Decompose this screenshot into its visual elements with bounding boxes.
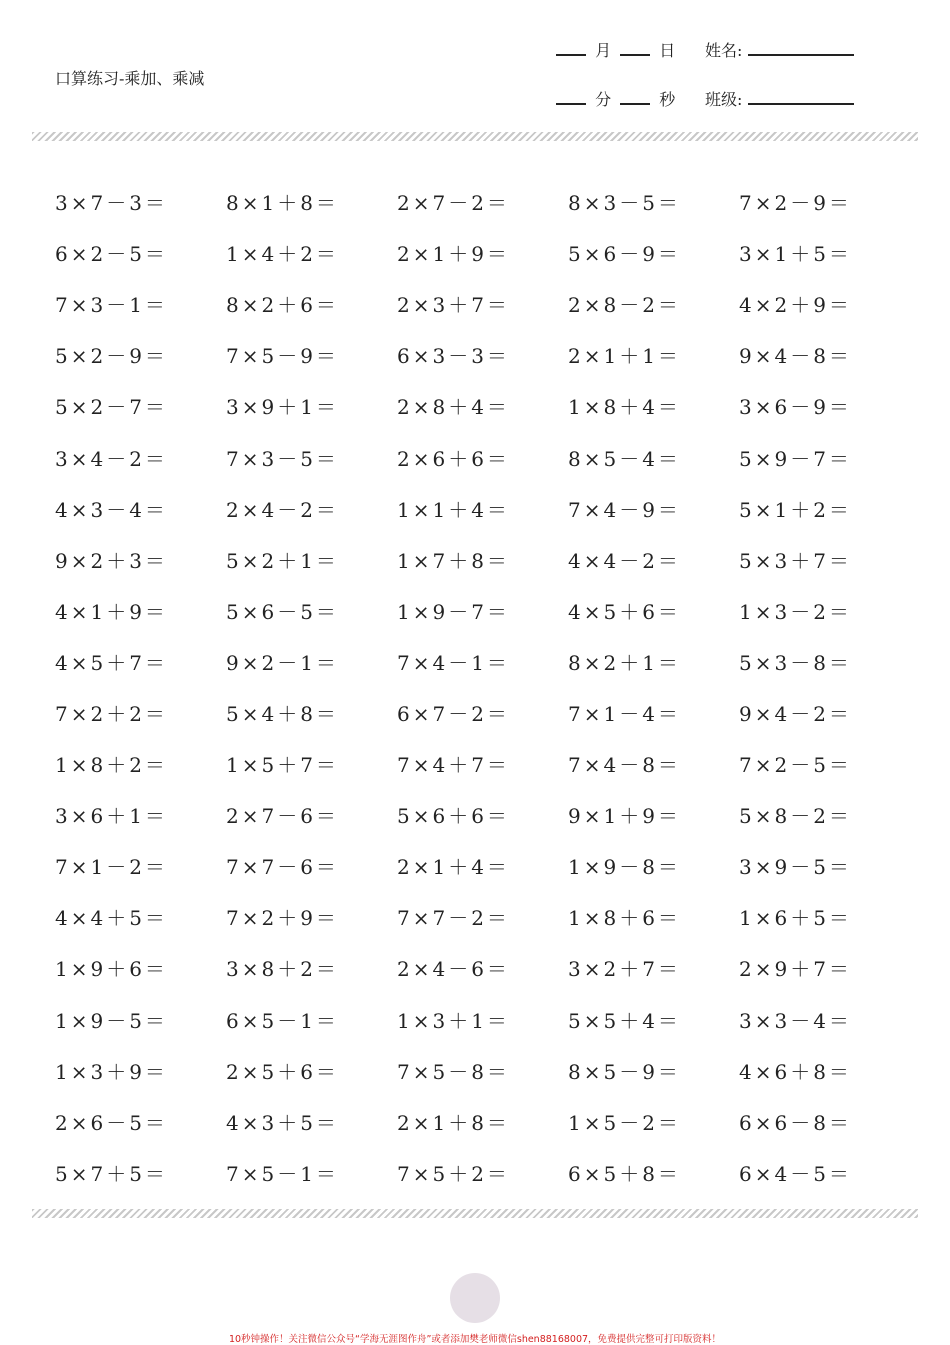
arithmetic-problem: 1×5＋7＝ <box>226 753 339 778</box>
arithmetic-problem: 4×6＋8＝ <box>739 1059 852 1084</box>
day-blank[interactable] <box>620 53 650 56</box>
arithmetic-problem: 2×3＋7＝ <box>397 293 510 318</box>
arithmetic-problem: 8×1＋8＝ <box>226 191 339 216</box>
arithmetic-problem: 5×3－8＝ <box>739 650 852 675</box>
arithmetic-problem: 5×9－7＝ <box>739 446 852 471</box>
bottom-hatched-divider <box>32 1209 918 1218</box>
worksheet-header <box>0 0 950 130</box>
problem-row <box>55 1096 915 1147</box>
arithmetic-problem: 7×4－1＝ <box>397 650 510 675</box>
arithmetic-problem: 1×9－5＝ <box>55 1008 168 1033</box>
arithmetic-problem: 5×7＋5＝ <box>55 1161 168 1186</box>
arithmetic-problem: 3×3－4＝ <box>739 1008 852 1033</box>
arithmetic-problem: 1×3－2＝ <box>739 599 852 624</box>
problem-row <box>55 534 915 585</box>
arithmetic-problem: 3×2＋7＝ <box>568 957 681 982</box>
date-fields <box>556 38 679 61</box>
arithmetic-problem: 8×3－5＝ <box>568 191 681 216</box>
problem-row <box>55 840 915 891</box>
arithmetic-problem: 5×2＋1＝ <box>226 548 339 573</box>
arithmetic-problem: 6×6－8＝ <box>739 1110 852 1135</box>
arithmetic-problem: 7×5＋2＝ <box>397 1161 510 1186</box>
arithmetic-problem: 6×5＋8＝ <box>568 1161 681 1186</box>
arithmetic-problem: 2×1＋4＝ <box>397 855 510 880</box>
arithmetic-problem: 8×5－9＝ <box>568 1059 681 1084</box>
arithmetic-problem: 8×5－4＝ <box>568 446 681 471</box>
arithmetic-problem: 1×8＋6＝ <box>568 906 681 931</box>
arithmetic-problem: 3×6－9＝ <box>739 395 852 420</box>
time-fields <box>556 87 679 110</box>
problem-row <box>55 380 915 431</box>
arithmetic-problem: 6×7－2＝ <box>397 701 510 726</box>
arithmetic-problem: 9×1＋9＝ <box>568 804 681 829</box>
arithmetic-problem: 3×9－5＝ <box>739 855 852 880</box>
arithmetic-problem: 2×7－2＝ <box>397 191 510 216</box>
arithmetic-problem: 2×1＋1＝ <box>568 344 681 369</box>
arithmetic-problem: 7×2－5＝ <box>739 753 852 778</box>
arithmetic-problem: 7×3－5＝ <box>226 446 339 471</box>
arithmetic-problem: 4×4－2＝ <box>568 548 681 573</box>
arithmetic-problem: 7×3－1＝ <box>55 293 168 318</box>
arithmetic-problem: 2×6－5＝ <box>55 1110 168 1135</box>
arithmetic-problem: 7×4－8＝ <box>568 753 681 778</box>
problem-row <box>55 891 915 942</box>
problem-row <box>55 789 915 840</box>
arithmetic-problem: 2×4－2＝ <box>226 497 339 522</box>
arithmetic-problem: 5×1＋2＝ <box>739 497 852 522</box>
arithmetic-problem: 1×8＋2＝ <box>55 753 168 778</box>
arithmetic-problem: 7×5－8＝ <box>397 1059 510 1084</box>
month-label: 月 <box>595 41 612 60</box>
arithmetic-problem: 8×2＋6＝ <box>226 293 339 318</box>
arithmetic-problem: 4×2＋9＝ <box>739 293 852 318</box>
arithmetic-problem: 6×5－1＝ <box>226 1008 339 1033</box>
problem-row <box>55 636 915 687</box>
arithmetic-problem: 3×8＋2＝ <box>226 957 339 982</box>
arithmetic-problem: 2×1＋8＝ <box>397 1110 510 1135</box>
arithmetic-problem: 7×2＋2＝ <box>55 701 168 726</box>
arithmetic-problem: 5×2－9＝ <box>55 344 168 369</box>
arithmetic-problem: 3×7－3＝ <box>55 191 168 216</box>
arithmetic-problem: 4×3＋5＝ <box>226 1110 339 1135</box>
worksheet-title: 口算练习-乘加、乘减 <box>55 69 205 88</box>
page-circle-mark <box>450 1273 500 1323</box>
problem-row <box>55 483 915 534</box>
arithmetic-problem: 5×6＋6＝ <box>397 804 510 829</box>
arithmetic-problem: 3×6＋1＝ <box>55 804 168 829</box>
arithmetic-problem: 1×1＋4＝ <box>397 497 510 522</box>
arithmetic-problem: 5×3＋7＝ <box>739 548 852 573</box>
name-blank[interactable] <box>748 53 854 56</box>
arithmetic-problem: 7×5－1＝ <box>226 1161 339 1186</box>
arithmetic-problem: 2×7－6＝ <box>226 804 339 829</box>
arithmetic-problem: 4×5＋7＝ <box>55 650 168 675</box>
problem-row <box>55 176 915 227</box>
day-label: 日 <box>659 41 676 60</box>
problem-grid <box>55 176 915 1198</box>
arithmetic-problem: 1×3＋1＝ <box>397 1008 510 1033</box>
class-field <box>705 87 854 110</box>
arithmetic-problem: 2×5＋6＝ <box>226 1059 339 1084</box>
problem-row <box>55 994 915 1045</box>
arithmetic-problem: 1×9－7＝ <box>397 599 510 624</box>
arithmetic-problem: 1×8＋4＝ <box>568 395 681 420</box>
minute-label: 分 <box>595 90 612 109</box>
name-label: 姓名: <box>705 41 743 60</box>
arithmetic-problem: 7×7－6＝ <box>226 855 339 880</box>
class-label: 班级: <box>705 90 743 109</box>
arithmetic-problem: 5×6－5＝ <box>226 599 339 624</box>
arithmetic-problem: 5×8－2＝ <box>739 804 852 829</box>
arithmetic-problem: 2×1＋9＝ <box>397 242 510 267</box>
name-field <box>705 38 854 61</box>
arithmetic-problem: 2×8＋4＝ <box>397 395 510 420</box>
arithmetic-problem: 7×2＋9＝ <box>226 906 339 931</box>
arithmetic-problem: 1×7＋8＝ <box>397 548 510 573</box>
second-blank[interactable] <box>620 102 650 105</box>
arithmetic-problem: 6×2－5＝ <box>55 242 168 267</box>
arithmetic-problem: 7×1－2＝ <box>55 855 168 880</box>
arithmetic-problem: 1×9－8＝ <box>568 855 681 880</box>
footer-notice: 10秒钟操作！关注微信公众号“学海无涯图作舟”或者添加樊老师微信shen88168007，免费提供完整可打印版资料！ <box>228 1334 722 1345</box>
arithmetic-problem: 7×1－4＝ <box>568 701 681 726</box>
arithmetic-problem: 7×7－2＝ <box>397 906 510 931</box>
problem-row <box>55 687 915 738</box>
class-blank[interactable] <box>748 102 854 105</box>
arithmetic-problem: 9×4－2＝ <box>739 701 852 726</box>
problem-row <box>55 431 915 482</box>
arithmetic-problem: 4×5＋6＝ <box>568 599 681 624</box>
arithmetic-problem: 1×6＋5＝ <box>739 906 852 931</box>
minute-blank[interactable] <box>556 102 586 105</box>
arithmetic-problem: 5×4＋8＝ <box>226 701 339 726</box>
arithmetic-problem: 4×3－4＝ <box>55 497 168 522</box>
problem-row <box>55 585 915 636</box>
arithmetic-problem: 8×2＋1＝ <box>568 650 681 675</box>
arithmetic-problem: 1×3＋9＝ <box>55 1059 168 1084</box>
arithmetic-problem: 3×1＋5＝ <box>739 242 852 267</box>
top-hatched-divider <box>32 132 918 141</box>
arithmetic-problem: 3×4－2＝ <box>55 446 168 471</box>
arithmetic-problem: 1×5－2＝ <box>568 1110 681 1135</box>
problem-row <box>55 738 915 789</box>
problem-row <box>55 278 915 329</box>
arithmetic-problem: 6×4－5＝ <box>739 1161 852 1186</box>
arithmetic-problem: 9×2－1＝ <box>226 650 339 675</box>
problem-row <box>55 329 915 380</box>
arithmetic-problem: 2×6＋6＝ <box>397 446 510 471</box>
problem-row <box>55 1147 915 1198</box>
arithmetic-problem: 1×4＋2＝ <box>226 242 339 267</box>
arithmetic-problem: 7×5－9＝ <box>226 344 339 369</box>
problem-row <box>55 227 915 278</box>
arithmetic-problem: 3×9＋1＝ <box>226 395 339 420</box>
month-blank[interactable] <box>556 53 586 56</box>
arithmetic-problem: 4×1＋9＝ <box>55 599 168 624</box>
arithmetic-problem: 5×2－7＝ <box>55 395 168 420</box>
arithmetic-problem: 9×2＋3＝ <box>55 548 168 573</box>
second-label: 秒 <box>659 90 676 109</box>
arithmetic-problem: 4×4＋5＝ <box>55 906 168 931</box>
arithmetic-problem: 2×4－6＝ <box>397 957 510 982</box>
arithmetic-problem: 7×4－9＝ <box>568 497 681 522</box>
arithmetic-problem: 5×5＋4＝ <box>568 1008 681 1033</box>
arithmetic-problem: 1×9＋6＝ <box>55 957 168 982</box>
arithmetic-problem: 7×2－9＝ <box>739 191 852 216</box>
arithmetic-problem: 7×4＋7＝ <box>397 753 510 778</box>
arithmetic-problem: 9×4－8＝ <box>739 344 852 369</box>
problem-row <box>55 942 915 993</box>
arithmetic-problem: 2×8－2＝ <box>568 293 681 318</box>
arithmetic-problem: 2×9＋7＝ <box>739 957 852 982</box>
arithmetic-problem: 6×3－3＝ <box>397 344 510 369</box>
problem-row <box>55 1045 915 1096</box>
arithmetic-problem: 5×6－9＝ <box>568 242 681 267</box>
